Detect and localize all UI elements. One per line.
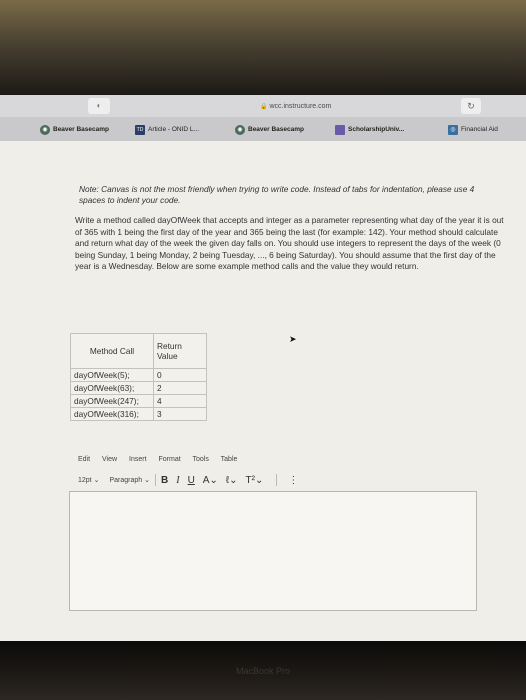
text-color-button[interactable] — [203, 475, 218, 486]
sidebar-toggle-button[interactable]: ◐ — [88, 98, 110, 114]
address-bar — [0, 95, 526, 117]
font-size-select[interactable] — [78, 476, 99, 484]
tab-label: ScholarshipUniv... — [348, 126, 405, 133]
block-format-select[interactable] — [109, 476, 150, 484]
tab-beaver-basecamp-1[interactable] — [40, 122, 109, 137]
basecamp-icon: ◉ — [40, 125, 50, 135]
header-return-value: Return Value — [154, 334, 207, 369]
financial-aid-icon: ◎ — [448, 125, 458, 135]
canvas-page — [0, 141, 526, 641]
chevron-down-icon: ⌄ — [229, 474, 238, 486]
table-row — [71, 395, 207, 408]
highlight-button[interactable] — [226, 475, 238, 486]
tab-beaver-basecamp-2[interactable] — [235, 122, 304, 137]
note-text: Note: Canvas is not the most friendly when trying to write code. Instead of tabs for indentation, please use 4 spaces to indent your code. — [79, 184, 475, 205]
screen-top-bezel — [0, 0, 526, 95]
mouse-pointer-icon: ➤ — [289, 334, 297, 344]
screen-bottom-bezel — [0, 641, 526, 700]
reload-icon[interactable]: ↻ — [461, 98, 481, 114]
table-row — [71, 382, 207, 395]
menu-insert[interactable]: Insert — [129, 456, 147, 463]
return-value-cell: 0 — [154, 369, 207, 382]
editor-menubar — [78, 456, 247, 463]
menu-edit[interactable]: Edit — [78, 456, 91, 463]
tab-label: Beaver Basecamp — [53, 126, 110, 133]
tab-label: Beaver Basecamp — [248, 126, 305, 133]
answer-editor[interactable] — [69, 491, 477, 611]
tab-article-onid[interactable] — [135, 122, 199, 137]
editor-toolbar — [78, 474, 298, 486]
chevron-down-icon: ⌄ — [144, 477, 150, 484]
more-options-icon[interactable]: ⋮ — [288, 474, 299, 486]
italic-button[interactable]: I — [176, 474, 180, 486]
superscript-button[interactable] — [245, 475, 263, 486]
basecamp-icon: ◉ — [235, 125, 245, 135]
device-brand-label: MacBook Pro — [235, 666, 291, 676]
superscript-icon: T² — [245, 474, 255, 486]
text-color-icon: A — [202, 474, 210, 486]
table-row — [71, 369, 207, 382]
tab-label: Article - ONID L... — [148, 126, 199, 133]
menu-view[interactable]: View — [102, 456, 118, 463]
menu-format[interactable]: Format — [158, 456, 181, 463]
return-value-cell: 2 — [154, 382, 207, 395]
underline-button[interactable]: U — [187, 474, 195, 486]
question-prompt: Write a method called dayOfWeek that accepts and integer as a parameter representing what day of the year it is out of 365 with 1 being the first day of the year and 365 being the last (for example: 142). Your method should calculate and return what day of the week the given day falls on. You should use integers to represent the days of the week (0 being Sunday, 1 being Monday, 2 being Tuesday, ..., 6 being Saturday). You should assume that the first day of the year is a Wednesday. Below are some example method calls and the value they would return. — [75, 215, 504, 271]
table-header-row — [71, 334, 207, 369]
bold-button[interactable]: B — [160, 474, 169, 486]
lock-icon: 🔒 — [260, 104, 268, 110]
url-text: wcc.instructure.com — [269, 103, 332, 110]
block-format-value: Paragraph — [109, 477, 143, 484]
td-icon: TD — [136, 126, 144, 133]
return-value-cell: 3 — [154, 408, 207, 421]
tab-scholarship[interactable] — [335, 122, 404, 137]
tab-label: Financial Aid — [461, 126, 498, 133]
menu-tools[interactable]: Tools — [192, 456, 209, 463]
tab-bar — [0, 117, 526, 142]
tab-financial-aid[interactable] — [448, 122, 498, 137]
chevron-down-icon: ⌄ — [209, 474, 218, 486]
header-method-call: Method Call — [71, 334, 154, 369]
method-call-cell: dayOfWeek(63); — [71, 382, 154, 395]
table-row — [71, 408, 207, 421]
toolbar-divider — [155, 474, 156, 486]
method-call-cell: dayOfWeek(247); — [71, 395, 154, 408]
menu-table[interactable]: Table — [220, 456, 238, 463]
scholarship-icon — [335, 125, 345, 135]
chevron-down-icon: ⌄ — [254, 474, 264, 486]
chevron-down-icon: ⌄ — [93, 477, 100, 484]
example-table — [70, 333, 207, 421]
url-field[interactable] — [260, 103, 331, 110]
method-call-cell: dayOfWeek(5); — [71, 369, 154, 382]
return-value-cell: 4 — [154, 395, 207, 408]
toolbar-divider — [276, 474, 277, 486]
highlight-icon: ℓ — [225, 474, 230, 486]
font-size-value: 12pt — [78, 477, 92, 484]
method-call-cell: dayOfWeek(316); — [71, 408, 154, 421]
